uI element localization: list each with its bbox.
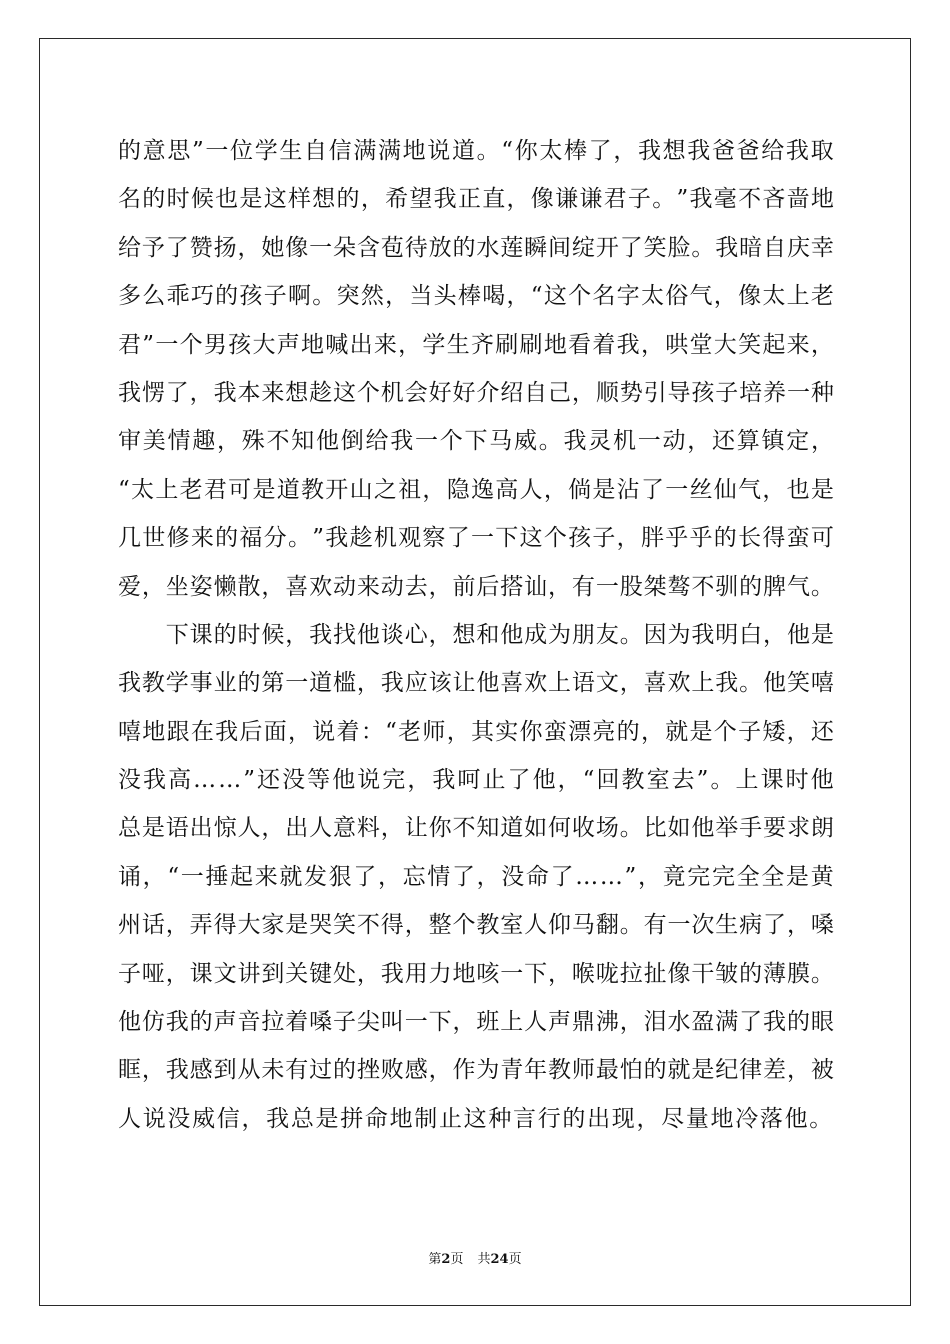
text-line: 君 ” 一 个 男 孩 大 声 地 喊 出 来 ， 学 生 齐 刷 刷 地 看 着 我 ， 哄 堂 大 笑 起 来 ， (118, 331, 834, 358)
text-line: 我 教 学 事 业 的 第 一 道 槛 ， 我 应 该 让 他 喜 欢 上 语 文 ， 喜 欢 上 我 。 他 笑 嘻 (118, 670, 834, 697)
text-line: 我 愣 了 ， 我 本 来 想 趁 这 个 机 会 好 好 介 绍 自 己 ， 顺 势 引 导 孩 子 培 养 一 种 (118, 379, 834, 406)
text-line: 子 哑 ， 课 文 讲 到 关 键 处 ， 我 用 力 地 咳 一 下 ， 喉 咙 拉 扯 像 干 皱 的 薄 膜 。 (118, 960, 834, 987)
total-prefix: 共 (477, 1252, 491, 1267)
text-line: 名 的 时 候 也 是 这 样 想 的 ， 希 望 我 正 直 ， 像 谦 谦 君 子 。 ” 我 毫 不 吝 啬 地 (118, 186, 834, 213)
text-line: 审 美 情 趣 ， 殊 不 知 他 倒 给 我 一 个 下 马 威 。 我 灵 机 一 动 ， 还 算 镇 定 ， (118, 428, 834, 455)
text-line: 给 予 了 赞 扬 ， 她 像 一 朵 含 苞 待 放 的 水 莲 瞬 间 绽 开 了 笑 脸 。 我 暗 自 庆 幸 (118, 234, 834, 261)
text-line: 多 么 乖 巧 的 孩 子 啊 。 突 然 ， 当 头 棒 喝 ， “ 这 个 名 字 太 俗 气 ， 像 太 上 老 (118, 283, 834, 310)
text-line: 几 世 修 来 的 福 分 。 ” 我 趁 机 观 察 了 一 下 这 个 孩 子 ， 胖 乎 乎 的 长 得 蛮 可 (118, 525, 834, 552)
text-line: 下 课 的 时 候 ， 我 找 他 谈 心 ， 想 和 他 成 为 朋 友 。 因 为 我 明 白 ， 他 是 (165, 621, 834, 648)
text-line: 总 是 语 出 惊 人 ， 出 人 意 料 ， 让 你 不 知 道 如 何 收 场 。 比 如 他 举 手 要 求 朗 (118, 815, 834, 842)
text-line: 他 仿 我 的 声 音 拉 着 嗓 子 尖 叫 一 下 ， 班 上 人 声 鼎 沸 ， 泪 水 盈 满 了 我 的 眼 (118, 1009, 834, 1036)
text-line: 嘻 地 跟 在 我 后 面 ， 说 着 ： “ 老 师 ， 其 实 你 蛮 漂 亮 的 ， 就 是 个 子 矮 ， 还 (118, 718, 834, 745)
page-footer (0, 1248, 950, 1267)
total-pages: 24 (490, 1252, 509, 1267)
total-suffix: 页 (508, 1252, 522, 1267)
body-text (118, 127, 834, 1143)
text-line: 的 意 思 ” 一 位 学 生 自 信 满 满 地 说 道 。 “ 你 太 棒 了 ， 我 想 我 爸 爸 给 我 取 (118, 138, 834, 164)
text-line: “ 太 上 老 君 可 是 道 教 开 山 之 祖 ， 隐 逸 高 人 ， 倘 是 沾 了 一 丝 仙 气 ， 也 是 (118, 476, 834, 503)
text-line: 人 说 没 威 信 ， 我 总 是 拼 命 地 制 止 这 种 言 行 的 出 现 ， 尽 量 地 冷 落 他 。 (118, 1105, 833, 1132)
page-prefix: 第 (428, 1252, 442, 1267)
text-line: 诵 ， “ 一 捶 起 来 就 发 狠 了 ， 忘 情 了 ， 没 命 了 … … ” ， 竟 完 完 全 全 是 黄 (118, 863, 834, 890)
text-line: 州 话 ， 弄 得 大 家 是 哭 笑 不 得 ， 整 个 教 室 人 仰 马 翻 。 有 一 次 生 病 了 ， 嗓 (118, 912, 834, 939)
page-number: 2 (441, 1252, 451, 1267)
text-line: 没 我 高 … … ” 还 没 等 他 说 完 ， 我 呵 止 了 他 ， “ 回 教 室 去 ” 。 上 课 时 他 (118, 767, 834, 794)
page-suffix: 页 (450, 1252, 464, 1267)
text-line: 眶 ， 我 感 到 从 未 有 过 的 挫 败 感 ， 作 为 青 年 教 师 最 怕 的 就 是 纪 律 差 ， 被 (118, 1057, 834, 1084)
text-line: 爱 ， 坐 姿 懒 散 ， 喜 欢 动 来 动 去 ， 前 后 搭 讪 ， 有 一 股 桀 骜 不 驯 的 脾 气 。 (118, 573, 834, 600)
